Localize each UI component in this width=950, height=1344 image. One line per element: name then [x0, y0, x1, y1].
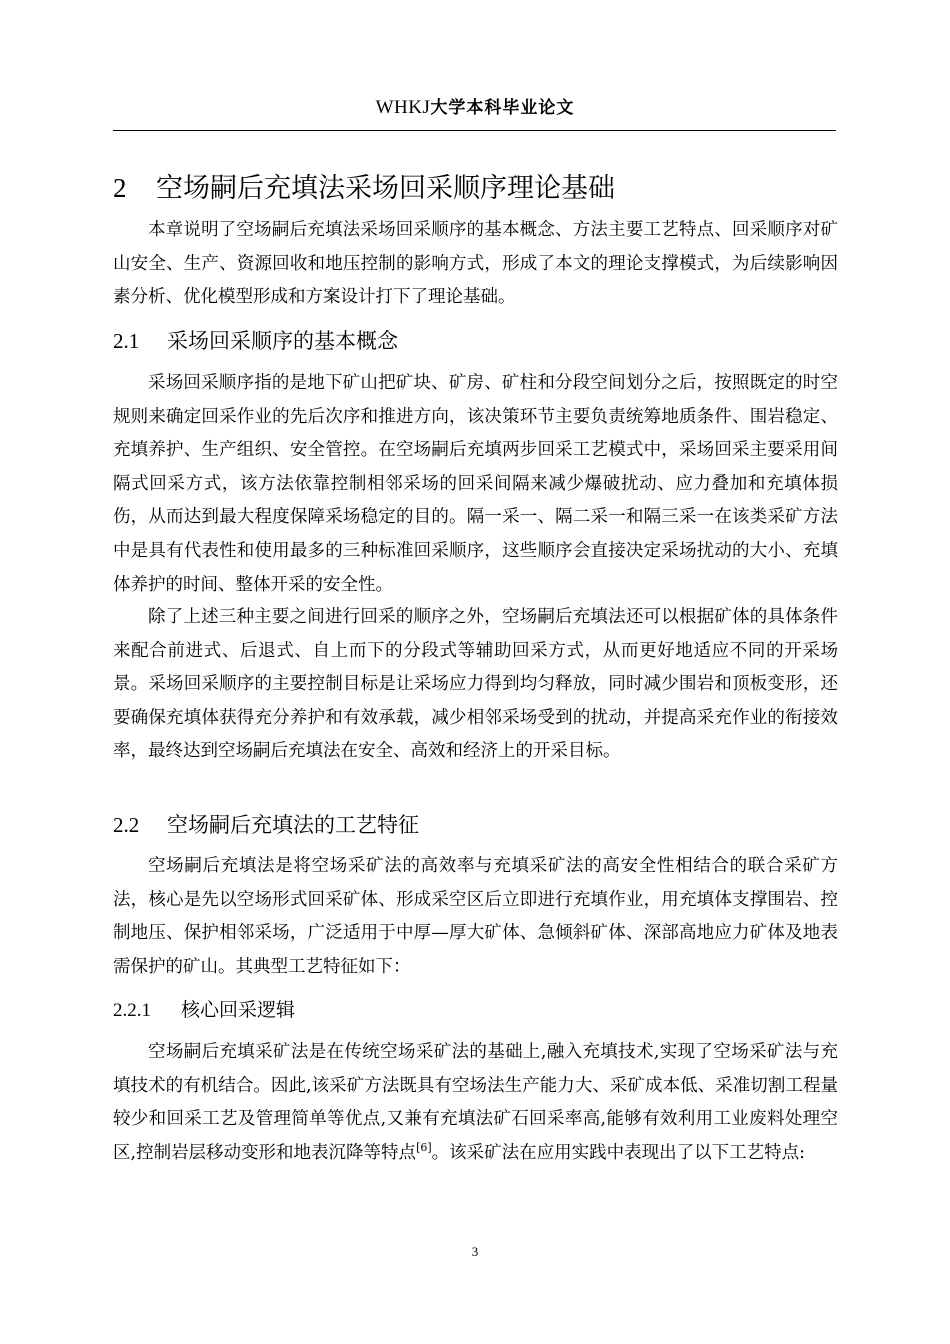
section-2-1-paragraph-2: 除了上述三种主要之间进行回采的顺序之外，空场嗣后充填法还可以根据矿体的具体条件来配合前进式、后退式、自上而下的分段式等辅助回采方式，从而更好地适应不同的开采场景。采场回采顺序的主要控制目标是让采场应力得到均匀释放，同时减少围岩和顶板变形，还要确保充填体获得充分养护和有效承载，减少相邻采场受到的扰动，并提高采充作业的衔接效率，最终达到空场嗣后充填法在安全、高效和经济上的开采目标。 [113, 607, 838, 762]
section-2-2-paragraph-1: 空场嗣后充填法是将空场采矿法的高效率与充填采矿法的高安全性相结合的联合采矿方法，核心是先以空场形式回采矿体、形成采空区后立即进行充填作业，用充填体支撑围岩、控制地压、保护相邻采场，广泛适用于中厚—厚大矿体、急倾斜矿体、深部高地应力矿体及地表需保护的矿山。其典型工艺特征如下： [113, 856, 838, 977]
section-2-2-1-heading [113, 995, 295, 1026]
chapter-title: 空场嗣后充填法采场回采顺序理论基础 [156, 173, 615, 204]
chapter-heading [113, 168, 615, 209]
section-2-2-number: 2.2 [113, 813, 140, 837]
header-rule [113, 130, 836, 131]
chapter-number: 2 [113, 173, 127, 203]
section-2-2-heading [113, 809, 419, 841]
chapter-intro-paragraph: 本章说明了空场嗣后充填法采场回采顺序的基本概念、方法主要工艺特点、回采顺序对矿山安全、生产、资源回收和地压控制的影响方式，形成了本文的理论支撑模式，为后续影响因素分析、优化模型形成和方案设计打下了理论基础。 [113, 220, 838, 308]
section-2-2-1-title: 核心回采逻辑 [181, 999, 296, 1021]
header-prefix: WHKJ [375, 97, 431, 118]
page-header [0, 94, 950, 121]
header-title: 大学本科毕业论文 [430, 98, 575, 118]
section-2-1-title: 采场回采顺序的基本概念 [167, 329, 398, 353]
para-text-before-reference: 空场嗣后充填采矿法是在传统空场采矿法的基础上,融入充填技术,实现了空场采矿法与充填技术的有机结合。因此,该采矿方法既具有空场法生产能力大、采矿成本低、采准切割工程量较少和回采工艺及管理简单等优点,又兼有充填法矿石回采率高,能够有效利用工业废料处理空区,控制岩层移动变形和地表沉降等特点 [113, 1042, 838, 1163]
section-2-1-number: 2.1 [113, 329, 140, 353]
para-text-after-reference: 。该采矿法在应用实践中表现出了以下工艺特点: [431, 1142, 806, 1163]
page-number: 3 [471, 1244, 479, 1259]
section-2-1-heading [113, 325, 398, 357]
section-2-2-title: 空场嗣后充填法的工艺特征 [167, 813, 419, 837]
section-2-2-1-paragraph-1 [113, 1036, 838, 1170]
section-2-1-paragraph-1: 采场回采顺序指的是地下矿山把矿块、矿房、矿柱和分段空间划分之后，按照既定的时空规则来确定回采作业的先后次序和推进方向，该决策环节主要负责统筹地质条件、围岩稳定、充填养护、生产组织、安全管控。在空场嗣后充填两步回采工艺模式中，采场回采主要采用间隔式回采方式，该方法依靠控制相邻采场的回采间隔来减少爆破扰动、应力叠加和充填体损伤，从而达到最大程度保障采场稳定的目的。隔一采一、隔二采一和隔三采一在该类采矿方法中是具有代表性和使用最多的三种标准回采顺序，这些顺序会直接决定采场扰动的大小、充填体养护的时间、整体开采的安全性。 [113, 373, 838, 595]
section-2-2-1-number: 2.2.1 [113, 1000, 151, 1021]
citation-reference: [6] [416, 1140, 432, 1154]
